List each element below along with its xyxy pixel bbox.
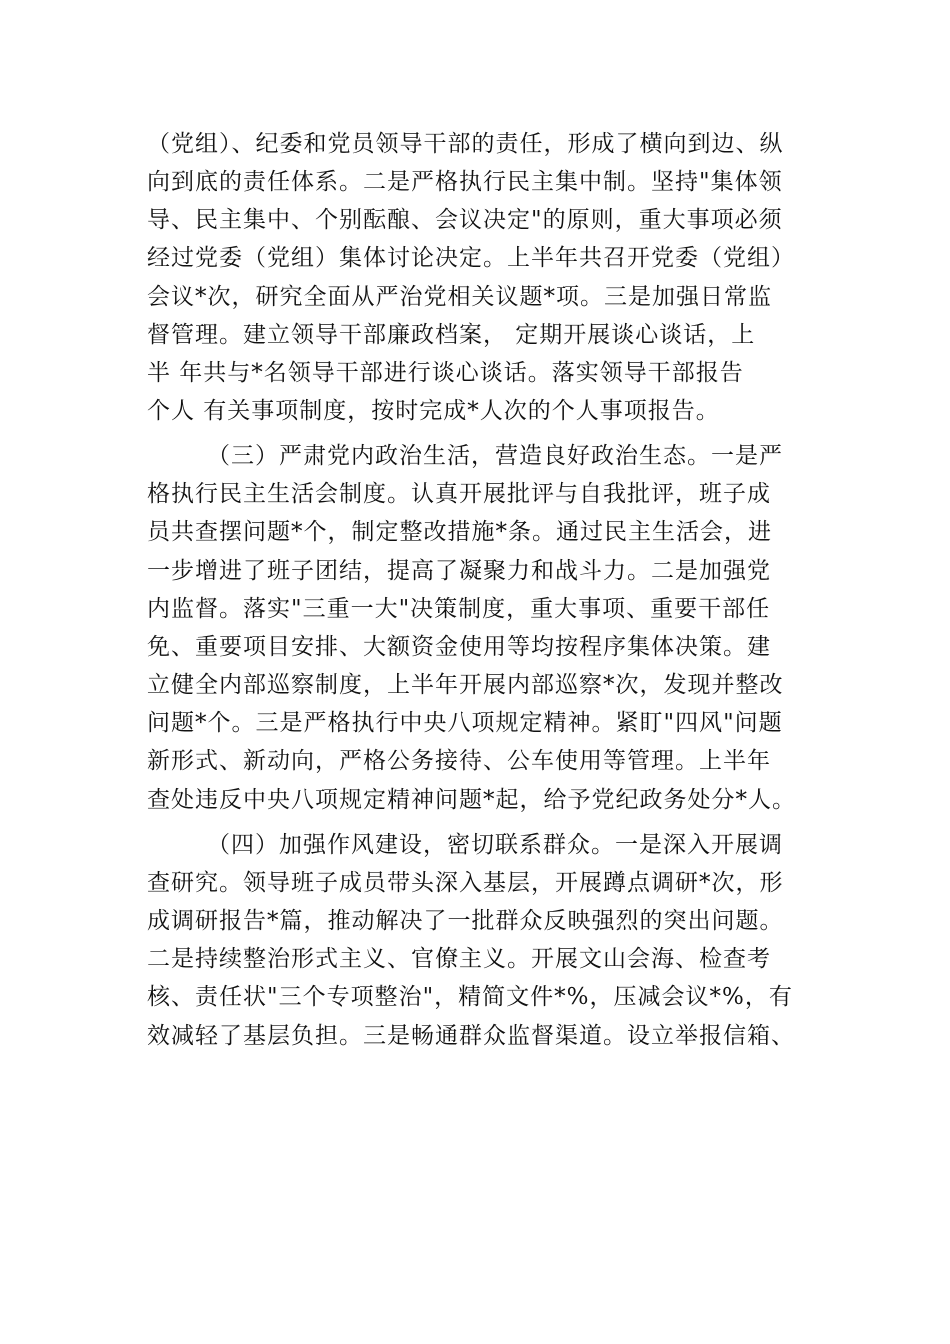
text-line: 查研究。领导班子成员带头深入基层，开展蹲点调研*次，形 bbox=[147, 870, 784, 896]
text-line: 效减轻了基层负担。三是畅通群众监督渠道。设立举报信箱、 bbox=[147, 1023, 795, 1049]
text-line: 内监督。落实"三重一大"决策制度，重大事项、重要干部任 bbox=[147, 596, 771, 622]
text-line: 免、重要项目安排、大额资金使用等均按程序集体决策。建 bbox=[147, 634, 771, 660]
text-line: 督管理。建立领导干部廉政档案， 定期开展谈心谈话，上 bbox=[147, 322, 756, 348]
paragraph-3-first-line: （三）严肃党内政治生活，营造良好政治生态。一是严 bbox=[207, 443, 783, 469]
text-line: 二是持续整治形式主义、官僚主义。开展文山会海、检查考 bbox=[147, 946, 771, 972]
text-line: 半 年共与*名领导干部进行谈心谈话。落实领导干部报告 bbox=[147, 360, 744, 386]
text-line: 一步增进了班子团结，提高了凝聚力和战斗力。二是加强党 bbox=[147, 558, 771, 584]
text-line: 向到底的责任体系。二是严格执行民主集中制。坚持"集体领 bbox=[147, 169, 783, 195]
text-line: 导、民主集中、个别酝酿、会议决定"的原则，重大事项必须 bbox=[147, 207, 783, 233]
text-line: 个人 有关事项制度，按时完成*人次的个人事项报告。 bbox=[147, 398, 720, 424]
text-line: 问题*个。三是严格执行中央八项规定精神。紧盯"四风"问题 bbox=[147, 710, 783, 736]
text-line: 格执行民主生活会制度。认真开展批评与自我批评，班子成 bbox=[147, 481, 771, 507]
text-line: 经过党委（党组）集体讨论决定。上半年共召开党委（党组） bbox=[147, 245, 795, 271]
text-line: 会议*次，研究全面从严治党相关议题*项。三是加强日常监 bbox=[147, 284, 772, 310]
paragraph-4-first-line: （四）加强作风建设，密切联系群众。一是深入开展调 bbox=[207, 832, 783, 858]
text-line: 新形式、新动向，严格公务接待、公车使用等管理。上半年 bbox=[147, 748, 771, 774]
text-line: （党组）、纪委和党员领导干部的责任，形成了横向到边、纵 bbox=[147, 131, 784, 157]
text-line: 立健全内部巡察制度，上半年开展内部巡察*次，发现并整改 bbox=[147, 672, 784, 698]
text-line: 成调研报告*篇，推动解决了一批群众反映强烈的突出问题。 bbox=[147, 908, 784, 934]
text-line: 查处违反中央八项规定精神问题*起，给予党纪政务处分*人。 bbox=[147, 787, 796, 813]
text-line: 核、责任状"三个专项整治"，精简文件*%，压减会议*%，有 bbox=[147, 984, 793, 1010]
text-line: 员共查摆问题*个，制定整改措施*条。通过民主生活会，进 bbox=[147, 519, 772, 545]
